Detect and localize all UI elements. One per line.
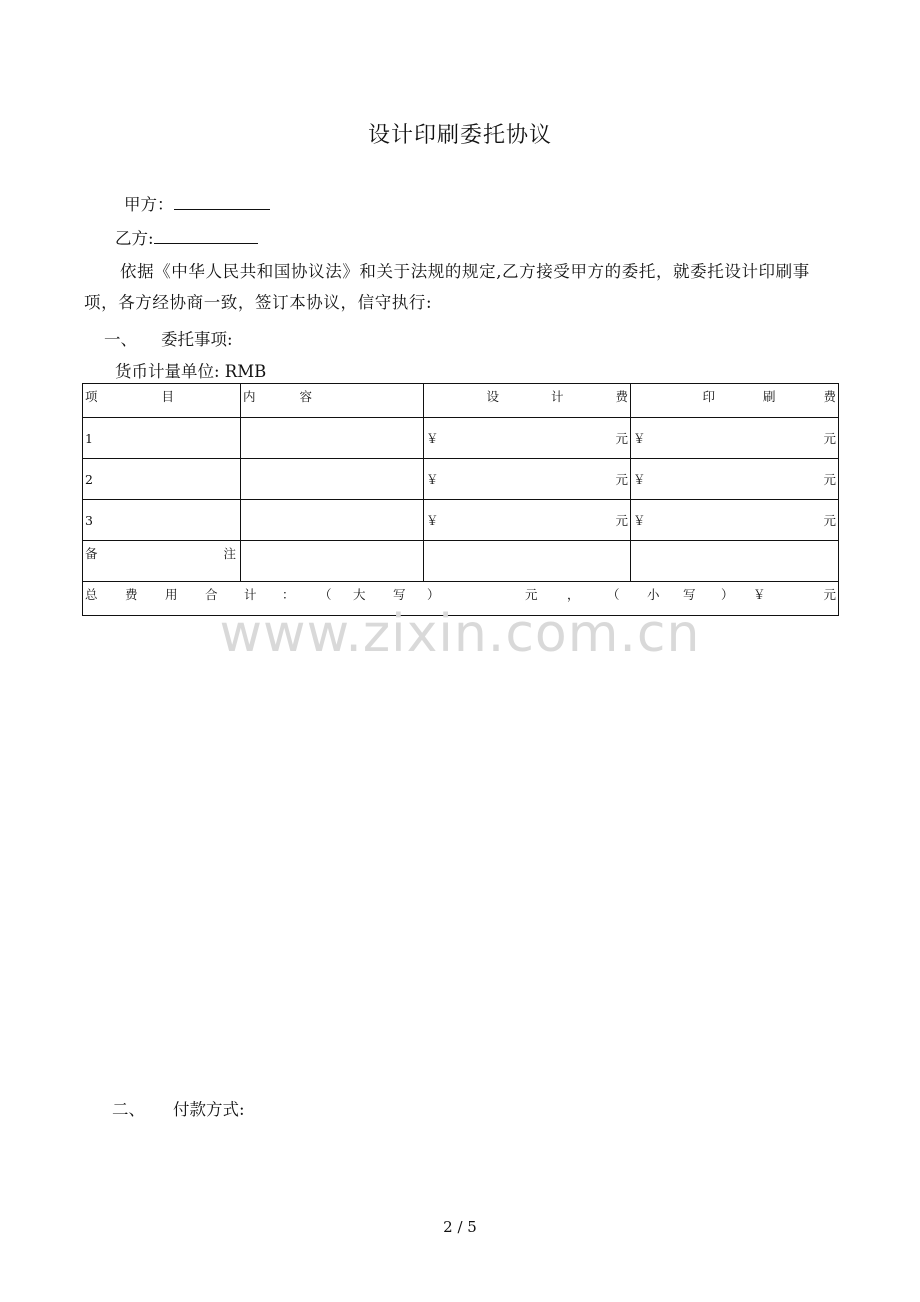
watermark: www.zixin.com.cn <box>219 604 701 664</box>
page-number: 2 / 5 <box>443 1218 477 1236</box>
yuan-unit: 元 <box>823 513 836 528</box>
yen-symbol: ￥ <box>633 431 646 446</box>
header-content-text: 内容 <box>243 389 357 404</box>
section-1-heading <box>104 326 233 350</box>
party-b-blank <box>154 229 258 244</box>
remark-label: 备注 <box>85 546 363 561</box>
header-design-fee <box>424 384 680 418</box>
row-3-print-fee <box>631 500 839 541</box>
header-content <box>241 384 424 418</box>
yen-symbol: ￥ <box>426 513 439 528</box>
remark-print-fee <box>631 541 839 582</box>
remark-design-fee <box>424 541 631 582</box>
intro-paragraph: 依据《中华人民共和国协议法》和关于法规的规定,乙方接受甲方的委托，就委托设计印刷事项，各方经协商一致，签订本协议，信守执行: <box>84 262 810 312</box>
section-1-title: 委托事项: <box>161 330 233 349</box>
currency-unit: 货币计量单位: RMB <box>115 362 267 381</box>
yen-symbol: ￥ <box>426 472 439 487</box>
total-text: 总 费 用 合 计 ： （ 大 写 ） 元 ， （ 小 写 ） ￥ 元 <box>85 587 836 602</box>
party-b-label: 乙方: <box>115 229 154 248</box>
yen-symbol: ￥ <box>426 431 439 446</box>
table-row <box>83 500 839 541</box>
party-a-line <box>124 191 270 215</box>
remark-row <box>83 541 839 582</box>
row-2-print-fee <box>631 459 839 500</box>
yen-symbol: ￥ <box>633 472 646 487</box>
section-2-number: 二、 <box>112 1100 145 1119</box>
section-2-heading <box>112 1096 245 1120</box>
yen-symbol: ￥ <box>633 513 646 528</box>
row-1-design-fee <box>424 418 631 459</box>
header-item <box>83 384 241 418</box>
yuan-unit: 元 <box>823 431 836 446</box>
row-2-content <box>241 459 424 500</box>
row-1-content <box>241 418 424 459</box>
yuan-unit: 元 <box>615 513 628 528</box>
header-print-fee-text: 印刷费 <box>702 389 884 404</box>
row-3-design-fee <box>424 500 631 541</box>
section-1-number: 一、 <box>104 330 137 349</box>
party-a-label: 甲方： <box>124 195 174 214</box>
yuan-unit: 元 <box>615 431 628 446</box>
header-item-text: 项目 <box>85 389 239 404</box>
table-row <box>83 459 839 500</box>
yuan-unit: 元 <box>823 472 836 487</box>
document-title: 设计印刷委托协议 <box>367 123 552 148</box>
party-b-line <box>115 225 258 249</box>
row-3-number: 3 <box>83 500 241 541</box>
table-row <box>83 418 839 459</box>
row-1-number: 1 <box>83 418 241 459</box>
header-design-fee-text: 设计费 <box>486 389 680 404</box>
row-2-design-fee <box>424 459 631 500</box>
row-1-print-fee <box>631 418 839 459</box>
row-2-number: 2 <box>83 459 241 500</box>
yuan-unit: 元 <box>615 472 628 487</box>
section-2-title: 付款方式: <box>173 1100 245 1119</box>
party-a-blank <box>174 195 270 210</box>
table-header-row <box>83 384 839 418</box>
commission-table <box>82 383 884 616</box>
remark-label-cell <box>83 541 363 582</box>
row-3-content <box>241 500 424 541</box>
